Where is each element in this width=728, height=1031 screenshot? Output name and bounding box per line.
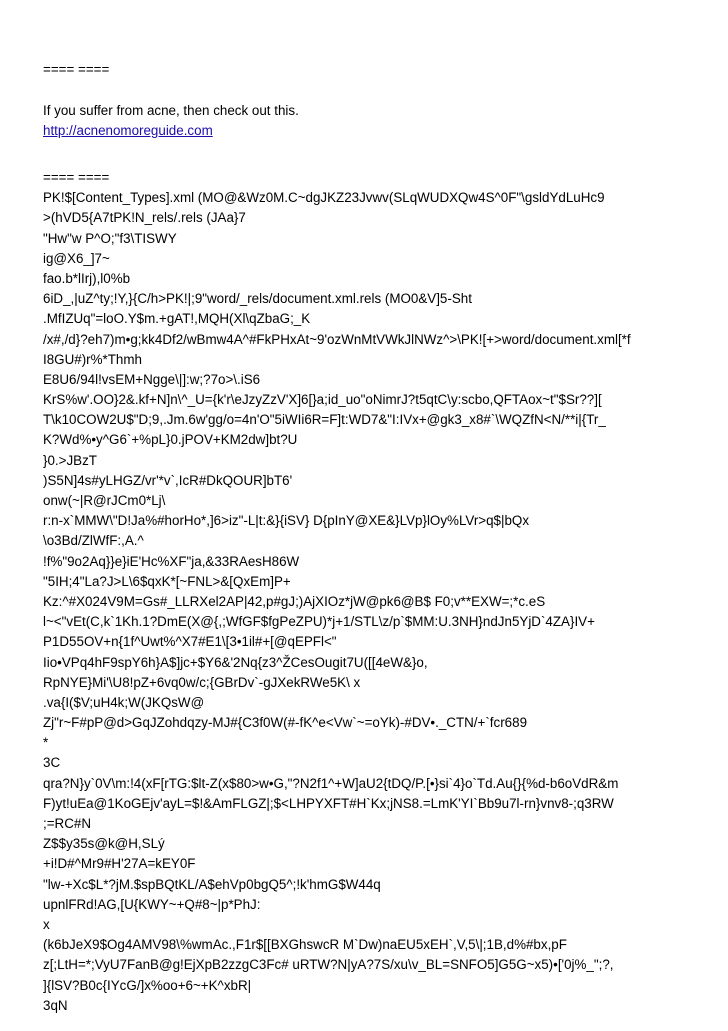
- garbled-line: "5IH;4"La?J>L\6$qxK*[~FNL>&[QxEm]P+: [43, 573, 291, 589]
- garbled-line: T\k10COW2U$"D;9,.Jm.6w'gg/o=4n'O"5iWIi6R=F]t:WD7&"I:IVx+@gk3_x8#`\WQZfN<N/**i|{Tr_: [43, 412, 606, 428]
- garbled-line: P1D55OV+n{1f^Uwt%^X7#E1\[3•1il#+[@qEPFl<": [43, 634, 337, 650]
- garbled-line: 3C: [43, 755, 61, 771]
- garbled-line: .MfIZUq"=loO.Y$m.+gAT!,MQH(Xl\qZbaG;_K: [43, 311, 311, 327]
- intro-section: [43, 101, 728, 141]
- intro-text: If you suffer from acne, then check out this.: [43, 103, 299, 118]
- garbled-line: Iio•VPq4hF9spY6h}A$]jc+$Y6&'2Nq{z3^ŽCesOugit7U([[4eW&}o,: [43, 654, 428, 670]
- garbled-line: !f%"9o2Aq}}e}iE'Hc%XF"ja,&33RAesH86W: [43, 553, 300, 569]
- garbled-line: F)yt!uEa@1KoGEjv'ayL=$!&AmFLGZ|;$<LHPYXFT#H`Kx;jNS8.=LmK'YI`Bb9u7l-rn}vnv8-;q3RW: [43, 795, 614, 811]
- garbled-line: Zj"r~F#pP@d>GqJZohdqzy-MJ#{C3f0W(#-fK^e<Vw`~=oYk)-#DV•._CTN/+`fcr689: [43, 715, 528, 731]
- acne-guide-link[interactable]: http://acnenomoreguide.com: [43, 123, 213, 139]
- separator-text: ==== ====: [43, 62, 110, 77]
- garbled-lines-list: [43, 188, 728, 1016]
- garbled-line: 3qN: [43, 997, 68, 1013]
- garbled-line: ig@X6_]7~: [43, 250, 110, 266]
- garbled-line: ;=RC#N: [43, 816, 91, 831]
- garbled-line: (k6bJeX9$Og4AMV98\%wmAc.,F1r$[[BXGhswcR M`Dw)naEU5xEH`,V,5\|;1B,d%#bx,pF: [43, 937, 567, 953]
- garbled-line: x: [43, 916, 50, 932]
- garbled-line: 6iD_,|uZ^ty;!Y,}{C/h>PK!|;9"word/_rels/document.xml.rels (MO0&V]5-Sht: [43, 291, 472, 307]
- garbled-line: Z$$y35s@k@H,SLý: [43, 836, 165, 852]
- garbled-line: +i!D#^Mr9#H'27A=kEY0F: [43, 856, 196, 872]
- garbled-line: \o3Bd/ZlWfF:,A.^: [43, 533, 144, 549]
- garbled-line: >(hVD5{A7tPK!N_rels/.rels (JAa}7: [43, 210, 246, 226]
- garbled-line: .va{I($V;uH4k;W(JKQsW@: [43, 694, 205, 710]
- garbled-line: fao.b*lIrj),l0%b: [43, 270, 131, 286]
- garbled-line: RpNYE}Mi'\U8!pZ+6vq0w/c;{GBrDv`-gJXekRWe5K\ x: [43, 674, 361, 690]
- garbled-line: ]{lSV?B0c{IYcG/]x%oo+6~+K^xbR|: [43, 977, 252, 993]
- garbled-line: Kz:^#X024V9M=Gs#_LLRXel2AP|42,p#gJ;)AjXIOz*jW@pk6@B$ F0;v**EXW=;*c.eS: [43, 593, 546, 609]
- garbled-line: l~<"vEt(C,k`1Kh.1?DmE(X@{,;WfGF$fgPeZPU)*j+1/STL\z/p`$MM:U.3NH}ndJn5YjD`4ZA}IV+: [43, 614, 595, 630]
- garbled-line: qra?N}y`0V\m:!4(xF[rTG:$lt-Z(x$80>w•G,"?N2f1^+W]aU2{tDQ/P.[•}si`4}o`Td.Au{}{%d-b6oVdR&m: [43, 775, 619, 791]
- separator-top: [43, 60, 728, 80]
- garbled-line: I8GU#)r%*Thmh: [43, 351, 142, 367]
- garbled-line: r:n-x`MMW\"D!Ja%#horHo*,]6>iz"-L|t:&}{iSV} D{pInY@XE&}LVp}lOy%LVr>q$|bQx: [43, 513, 530, 529]
- garbled-line: "lw-+Xc$L*?jM.$spBQtKL/A$ehVp0bgQ5^;!k'hmG$W44q: [43, 876, 381, 892]
- garbled-line: onw(~|R@rJCm0*Lj\: [43, 493, 166, 508]
- separator-main: ==== ====: [43, 170, 110, 185]
- garbled-line: K?Wd%•y^G6`+%pL}0.jPOV+KM2dw]bt?U: [43, 432, 298, 448]
- garbled-line: *: [43, 735, 49, 751]
- garbled-line: "Hw"w P^O;"f3\TISWY: [43, 230, 177, 246]
- garbled-line: }0.>JBzT: [43, 452, 97, 468]
- garbled-content: [43, 168, 728, 1016]
- garbled-line: /x#,/d}?eh7)m•g;kk4Df2/wBmw4A^#FkPHxAt~9'ozWnMtVWkJlNWz^>\PK![+>word/document.xml[*f: [43, 331, 631, 347]
- garbled-line: upnlFRd!AG,[U{KWY~+Q#8~|p*PhJ:: [43, 896, 261, 912]
- garbled-line: )S5N]4s#yLHGZ/vr'*v`,IcR#DkQOUR]bT6': [43, 472, 293, 488]
- garbled-line: PK!$[Content_Types].xml (MO@&Wz0M.C~dgJKZ23Jvwv(SLqWUDXQw4S^0F"\gsldYdLuHc9: [43, 190, 605, 206]
- garbled-line: z[;LtH=*;VyU7FanB@g!EjXpB2zzgC3Fc# uRTW?N|yA?7S/xu\v_BL=SNFO5]G5G~x5)•['0j%_";?,: [43, 957, 614, 973]
- garbled-line: KrS%w'.OO}2&.kf+N]n\^_U={k'r\eJzyZzV'X]6[}a;id_uo"oNimrJ?t5qtC\y:scbo,QFTAox~t"$Sr??][: [43, 392, 602, 408]
- garbled-line: E8U6/94l!vsEM+Ngge\|]:w;?7o>\.iS6: [43, 371, 261, 387]
